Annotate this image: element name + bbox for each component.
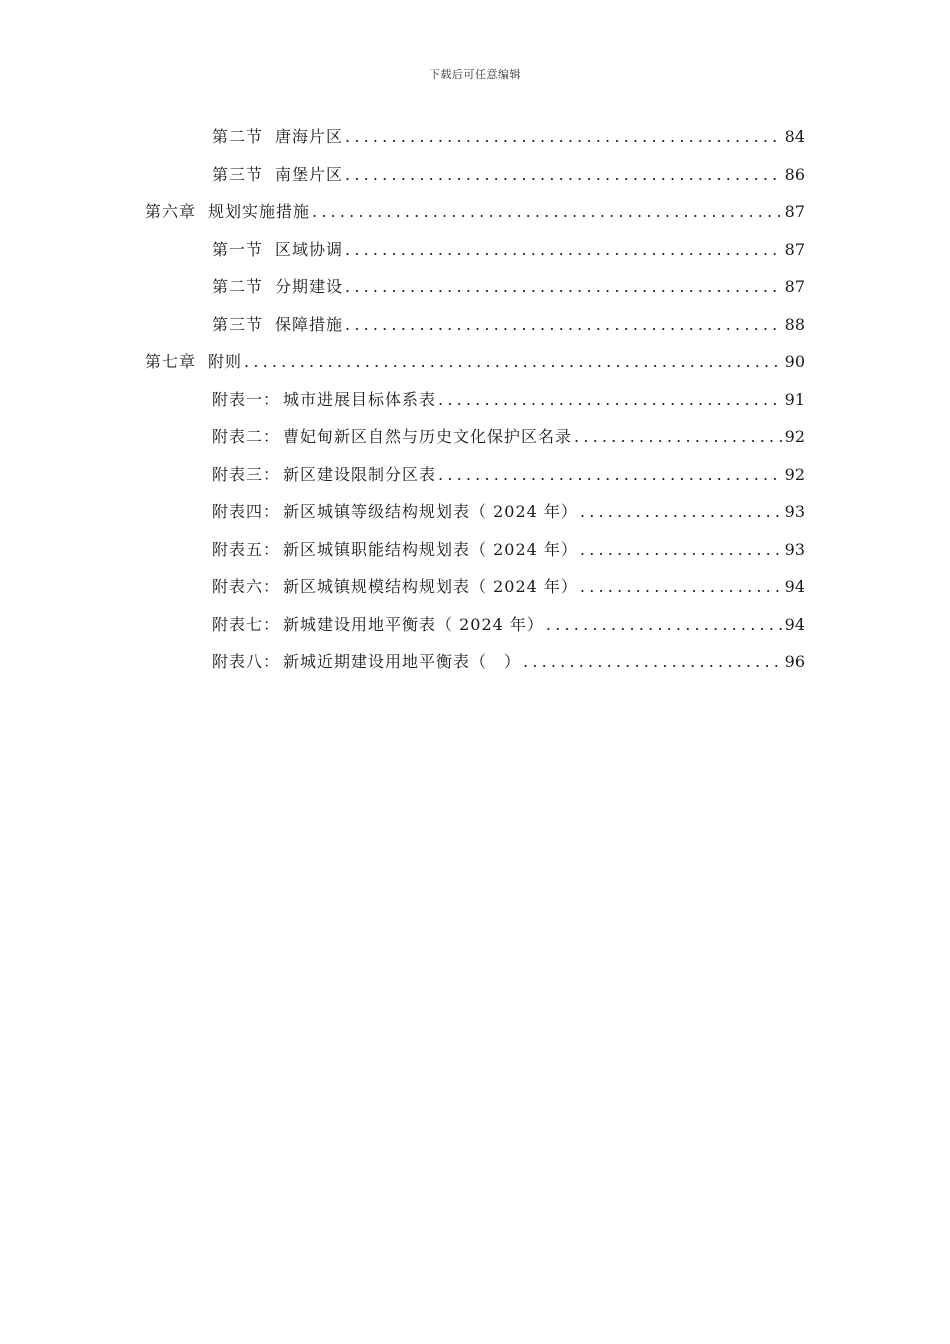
toc-chapter-entry[interactable] bbox=[145, 347, 805, 377]
toc-entry-label: 附表二 bbox=[212, 427, 264, 446]
toc-dot-leader bbox=[345, 122, 783, 152]
toc-entry-label: 附表八 bbox=[212, 652, 264, 671]
toc-entry-label: 附表三 bbox=[212, 464, 264, 484]
toc-section-entry[interactable] bbox=[212, 497, 805, 527]
toc-entry-separator: ： bbox=[263, 464, 280, 484]
toc-entry-title: 唐海片区 bbox=[275, 127, 344, 146]
toc-section-entry[interactable] bbox=[212, 122, 805, 152]
toc-entry-title: 新区建设限制分区表 bbox=[283, 464, 437, 484]
toc-page-number: 92 bbox=[784, 464, 805, 484]
toc-page-number: 84 bbox=[784, 127, 805, 146]
toc-entry-title: 曹妃甸新区自然与历史文化保护区名录 bbox=[283, 427, 573, 446]
toc-dot-leader bbox=[438, 460, 783, 490]
toc-entry-title: 保障措施 bbox=[275, 314, 344, 334]
toc-entry-title: 分期建设 bbox=[275, 277, 344, 296]
toc-entry-label: 第二节 bbox=[212, 277, 264, 296]
toc-page-number: 87 bbox=[784, 277, 805, 296]
toc-section-entry[interactable] bbox=[212, 422, 805, 452]
toc-page-number: 88 bbox=[784, 314, 805, 334]
toc-entry-label: 附表六 bbox=[212, 577, 264, 596]
toc-section-entry[interactable] bbox=[212, 610, 805, 640]
toc-dot-leader bbox=[345, 310, 783, 340]
toc-section-entry[interactable] bbox=[212, 647, 805, 677]
toc-dot-leader bbox=[345, 272, 783, 302]
toc-dot-leader bbox=[345, 160, 783, 190]
toc-section-entry[interactable] bbox=[212, 235, 805, 265]
toc-page-number: 91 bbox=[784, 389, 805, 409]
toc-page-number: 87 bbox=[784, 239, 805, 259]
toc-chapter-entry[interactable] bbox=[145, 197, 805, 227]
toc-entry-separator: ： bbox=[263, 539, 280, 559]
toc-entry-label: 附表四 bbox=[212, 502, 264, 521]
toc-page-number: 90 bbox=[784, 352, 805, 371]
toc-page-number: 94 bbox=[784, 614, 805, 634]
toc-dot-leader bbox=[580, 572, 783, 602]
toc-entry-title: 规划实施措施 bbox=[208, 202, 311, 221]
toc-entry-label: 第三节 bbox=[212, 314, 264, 334]
toc-page-number: 87 bbox=[784, 202, 805, 221]
toc-page-number: 92 bbox=[784, 427, 805, 446]
toc-entry-separator: ： bbox=[263, 652, 280, 671]
toc-entry-title: 新区城镇规模结构规划表（ 2024 年） bbox=[283, 577, 578, 596]
toc-dot-leader bbox=[438, 385, 783, 415]
toc-dot-leader bbox=[345, 235, 783, 265]
toc-entry-separator: ： bbox=[263, 577, 280, 596]
toc-entry-label: 第六章 bbox=[145, 202, 197, 221]
toc-entry-separator: ： bbox=[263, 614, 280, 634]
toc-entry-label: 附表五 bbox=[212, 539, 264, 559]
toc-entry-title: 新区城镇职能结构规划表（ 2024 年） bbox=[283, 539, 578, 559]
toc-entry-title: 新城建设用地平衡表（ 2024 年） bbox=[283, 614, 544, 634]
toc-entry-title: 城市进展目标体系表 bbox=[283, 389, 437, 409]
page-header-note: 下载后可任意编辑 bbox=[429, 68, 521, 81]
toc-page-number: 93 bbox=[784, 502, 805, 521]
toc-dot-leader bbox=[523, 647, 783, 677]
toc-dot-leader bbox=[546, 610, 783, 640]
toc-entry-title: 附则 bbox=[208, 352, 243, 371]
toc-section-entry[interactable] bbox=[212, 535, 805, 565]
toc-dot-leader bbox=[312, 197, 783, 227]
toc-section-entry[interactable] bbox=[212, 160, 805, 190]
toc-entry-title: 新城近期建设用地平衡表（ ） bbox=[283, 652, 522, 671]
toc-page-number: 94 bbox=[784, 577, 805, 596]
toc-dot-leader bbox=[580, 535, 783, 565]
toc-entry-label: 第七章 bbox=[145, 352, 197, 371]
toc-entry-separator: ： bbox=[263, 427, 280, 446]
toc-entry-title: 区域协调 bbox=[275, 239, 344, 259]
toc-dot-leader bbox=[244, 347, 783, 377]
toc-entry-title: 南堡片区 bbox=[275, 164, 344, 184]
toc-page-number: 93 bbox=[784, 539, 805, 559]
toc-section-entry[interactable] bbox=[212, 385, 805, 415]
toc-entry-label: 附表一 bbox=[212, 389, 264, 409]
toc-entry-label: 附表七 bbox=[212, 614, 264, 634]
toc-section-entry[interactable] bbox=[212, 460, 805, 490]
toc-entry-label: 第一节 bbox=[212, 239, 264, 259]
toc-entry-separator: ： bbox=[263, 502, 280, 521]
toc-section-entry[interactable] bbox=[212, 572, 805, 602]
toc-page-number: 86 bbox=[784, 164, 805, 184]
toc-dot-leader bbox=[574, 422, 783, 452]
toc-section-entry[interactable] bbox=[212, 310, 805, 340]
toc-entry-label: 第三节 bbox=[212, 164, 264, 184]
toc-entry-label: 第二节 bbox=[212, 127, 264, 146]
toc-entry-title: 新区城镇等级结构规划表（ 2024 年） bbox=[283, 502, 578, 521]
toc-page-number: 96 bbox=[784, 652, 805, 671]
toc-entry-separator: ： bbox=[263, 389, 280, 409]
toc-dot-leader bbox=[580, 497, 783, 527]
toc-section-entry[interactable] bbox=[212, 272, 805, 302]
